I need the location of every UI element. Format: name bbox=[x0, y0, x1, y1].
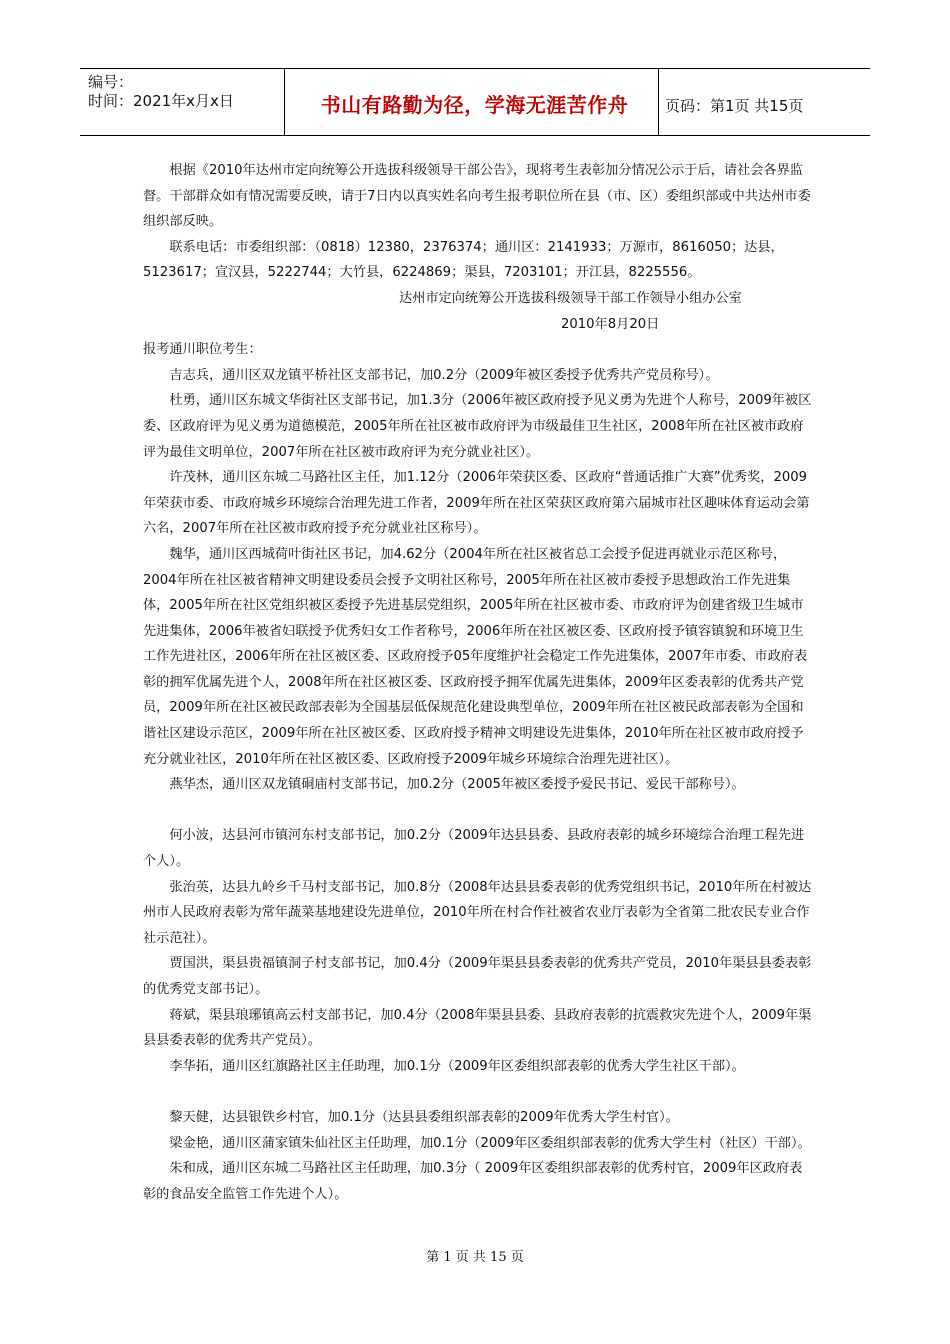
section-heading: 报考通川职位考生： bbox=[143, 342, 262, 358]
document-date-label: 时间：2021年x月x日 bbox=[88, 92, 234, 110]
page-header bbox=[80, 68, 870, 136]
header-divider-right bbox=[658, 69, 659, 135]
paragraph-gap bbox=[143, 1079, 813, 1105]
header-motto: 书山有路勤为径，学海无涯苦作舟 bbox=[320, 93, 629, 117]
candidate-entry: 李华拓，通川区红旗路社区主任助理，加0.1分（2009年区委组织部表彰的优秀大学生社区干部）。 bbox=[169, 1058, 745, 1074]
paragraph-gap bbox=[143, 798, 813, 824]
candidate-entry: 黎天健，达县银铁乡村官，加0.1分（达县县委组织部表彰的2009年优秀大学生村官）。 bbox=[169, 1109, 679, 1125]
candidate-entry: 许茂林，通川区东城二马路社区主任，加1.12分（2006年荣获区委、区政府“普通话推广大赛”优秀奖，2009年荣获市委、市政府城乡环境综合治理先进工作者，2009年所在社区荣获区政府第六届城市社区趣味体育运动会第六名，2007年所在社区被市政府授予充分就业社区称号）。 bbox=[143, 470, 810, 537]
document-number-label: 编号： bbox=[88, 73, 134, 91]
contact-paragraph: 联系电话：市委组织部：（0818）12380，2376374；通川区：2141933；万源市，8616050；达县，5123617；宣汉县，5222744；大竹县，6224869；渠县，7203101；开江县，8225556。 bbox=[143, 239, 784, 281]
intro-paragraph: 根据《2010年达州市定向统筹公开选拔科级领导干部公告》，现将考生表彰加分情况公示于后，请社会各界监督。干部群众如有情况需要反映，请于7日内以真实姓名向考生报考职位所在县（市、区）委组织部或中共达州市委组织部反映。 bbox=[143, 163, 811, 230]
header-divider-left bbox=[284, 69, 285, 135]
header-page-number: 页码：第1页 共15页 bbox=[665, 97, 804, 115]
candidate-entry: 蒋斌，渠县琅琊镇高云村支部书记，加0.4分（2008年渠县县委、县政府表彰的抗震救灾先进个人，2009年渠县县委表彰的优秀共产党员）。 bbox=[143, 1007, 812, 1049]
candidate-entry: 梁金艳，通川区蒲家镇朱仙社区主任助理，加0.1分（2009年区委组织部表彰的优秀大学生村（社区）干部）。 bbox=[169, 1135, 811, 1151]
document-body bbox=[143, 158, 813, 1207]
header-meta bbox=[88, 73, 234, 111]
candidate-entry: 朱和成，通川区东城二马路社区主任助理，加0.3分（ 2009年区委组织部表彰的优秀村官，2009年区政府表彰的食品安全监管工作先进个人）。 bbox=[143, 1161, 803, 1202]
candidate-entry: 杜勇，通川区东城文华街社区支部书记，加1.3分（2006年被区政府授予见义勇为先进个人称号，2009年被区委、区政府评为见义勇为道德模范，2005年所在社区被市政府评为市级最佳卫生社区，2008年所在社区被市政府评为最佳文明单位，2007年所在社区被市政府评为充分就业社区）。 bbox=[143, 393, 812, 460]
candidate-entry: 张治英，达县九岭乡千马村支部书记，加0.8分（2008年达县县委表彰的优秀党组织书记，2010年所在村被达州市人民政府表彰为常年蔬菜基地建设先进单位，2010年所在村合作社被省农业厅表彰为全省第二批农民专业合作社示范社）。 bbox=[143, 879, 812, 946]
candidate-entry: 燕华杰，通川区双龙镇硐庙村支部书记，加0.2分（2005年被区委授予爱民书记、爱民干部称号）。 bbox=[169, 777, 745, 793]
page-footer: 第 1 页 共 15 页 bbox=[426, 1250, 524, 1265]
candidate-entry: 吉志兵，通川区双龙镇平桥社区支部书记，加0.2分（2009年被区委授予优秀共产党员称号）。 bbox=[169, 367, 719, 383]
candidate-entry: 贾国洪，渠县贵福镇洞子村支部书记，加0.4分（2009年渠县县委表彰的优秀共产党员，2010年渠县县委表彰的优秀党支部书记）。 bbox=[143, 956, 812, 997]
signature-date: 2010年8月20日 bbox=[561, 316, 660, 332]
candidate-entry: 何小波，达县河市镇河东村支部书记，加0.2分（2009年达县县委、县政府表彰的城乡环境综合治理工程先进个人）。 bbox=[143, 828, 805, 870]
signature-organization: 达州市定向统筹公开选拔科级领导干部工作领导小组办公室 bbox=[399, 290, 742, 306]
candidate-entry: 魏华，通川区西城荷叶街社区书记，加4.62分（2004年所在社区被省总工会授予促进再就业示范区称号，2004年所在社区被省精神文明建设委员会授予文明社区称号，2005年所在社区被市委授予思想政治工作先进集体，2005年所在社区党组织被区委授予先进基层党组织，2005年所在社区被市委、市政府评为创建省级卫生城市先进集体，2006年被省妇联授予优秀妇女工作者称号，2006年所在社区被区委、区政府授予镇容镇貌和环境卫生工作先进社区，2006年所在社区被区委、区政府授予05年度维护社会稳定工作先进集体，2007年市委、市政府表彰的拥军优属先进个人，2008年所在社区被区委、区政府授予拥军优属先进集体，2009年区委表彰的优秀共产党员，2009年所在社区被民政部表彰为全国基层低保规范化建设典型单位，2009年所在社区被民政部表彰为全国和谐社区建设示范区，2009年所在社区被区委、区政府授予精神文明建设先进集体，2010年所在社区被市政府授予充分就业社区，2010年所在社区被区委、区政府授予2009年城乡环境综合治理先进社区）。 bbox=[143, 546, 808, 767]
